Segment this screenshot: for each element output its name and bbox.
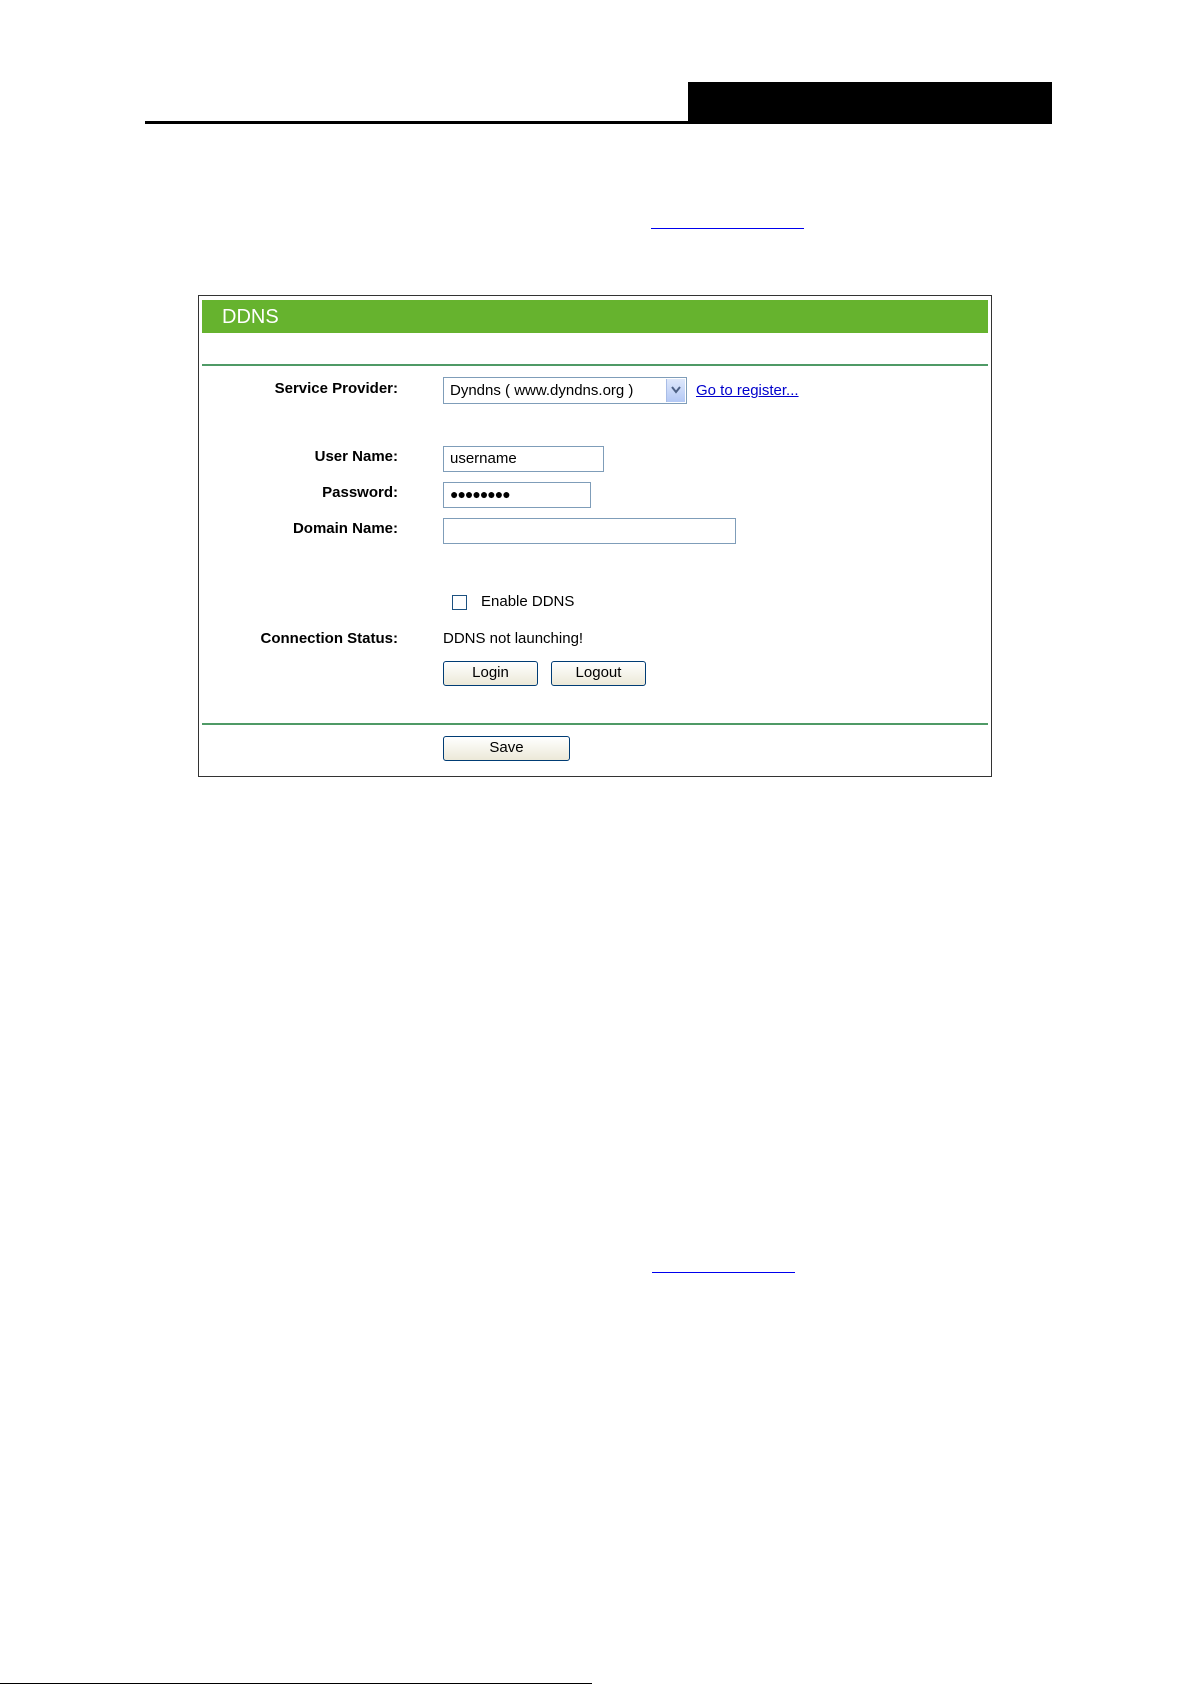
panel-title-bar [202, 300, 988, 333]
panel-divider-top [202, 364, 988, 366]
doc-link-underline-bottom [652, 1272, 795, 1273]
chevron-down-icon[interactable] [666, 379, 685, 402]
domain-name-field[interactable] [443, 518, 736, 544]
login-button[interactable]: Login [443, 661, 538, 686]
service-provider-selected: Dyndns ( www.dyndns.org ) [450, 382, 634, 399]
password-label: Password: [322, 484, 398, 501]
enable-ddns-label: Enable DDNS [481, 593, 575, 610]
user-name-field[interactable]: username [443, 446, 604, 472]
save-button[interactable]: Save [443, 736, 570, 761]
user-name-label: User Name: [314, 448, 398, 465]
password-field[interactable]: ●●●●●●●● [443, 482, 591, 508]
doc-header-rule [145, 121, 1052, 124]
doc-footer-rule [0, 1683, 592, 1684]
doc-link-underline-top [651, 228, 804, 229]
service-provider-label: Service Provider: [274, 380, 398, 397]
connection-status-label: Connection Status: [260, 630, 398, 647]
doc-header-tab [688, 82, 1052, 124]
logout-button[interactable]: Logout [551, 661, 646, 686]
service-provider-select[interactable] [443, 377, 687, 404]
domain-name-label: Domain Name: [292, 520, 398, 537]
ddns-panel [198, 295, 992, 777]
panel-divider-bottom [202, 723, 988, 725]
go-to-register-link[interactable]: Go to register... [696, 382, 799, 399]
panel-title: DDNS [222, 306, 279, 328]
enable-ddns-checkbox[interactable] [452, 595, 467, 610]
connection-status-value: DDNS not launching! [443, 630, 584, 647]
